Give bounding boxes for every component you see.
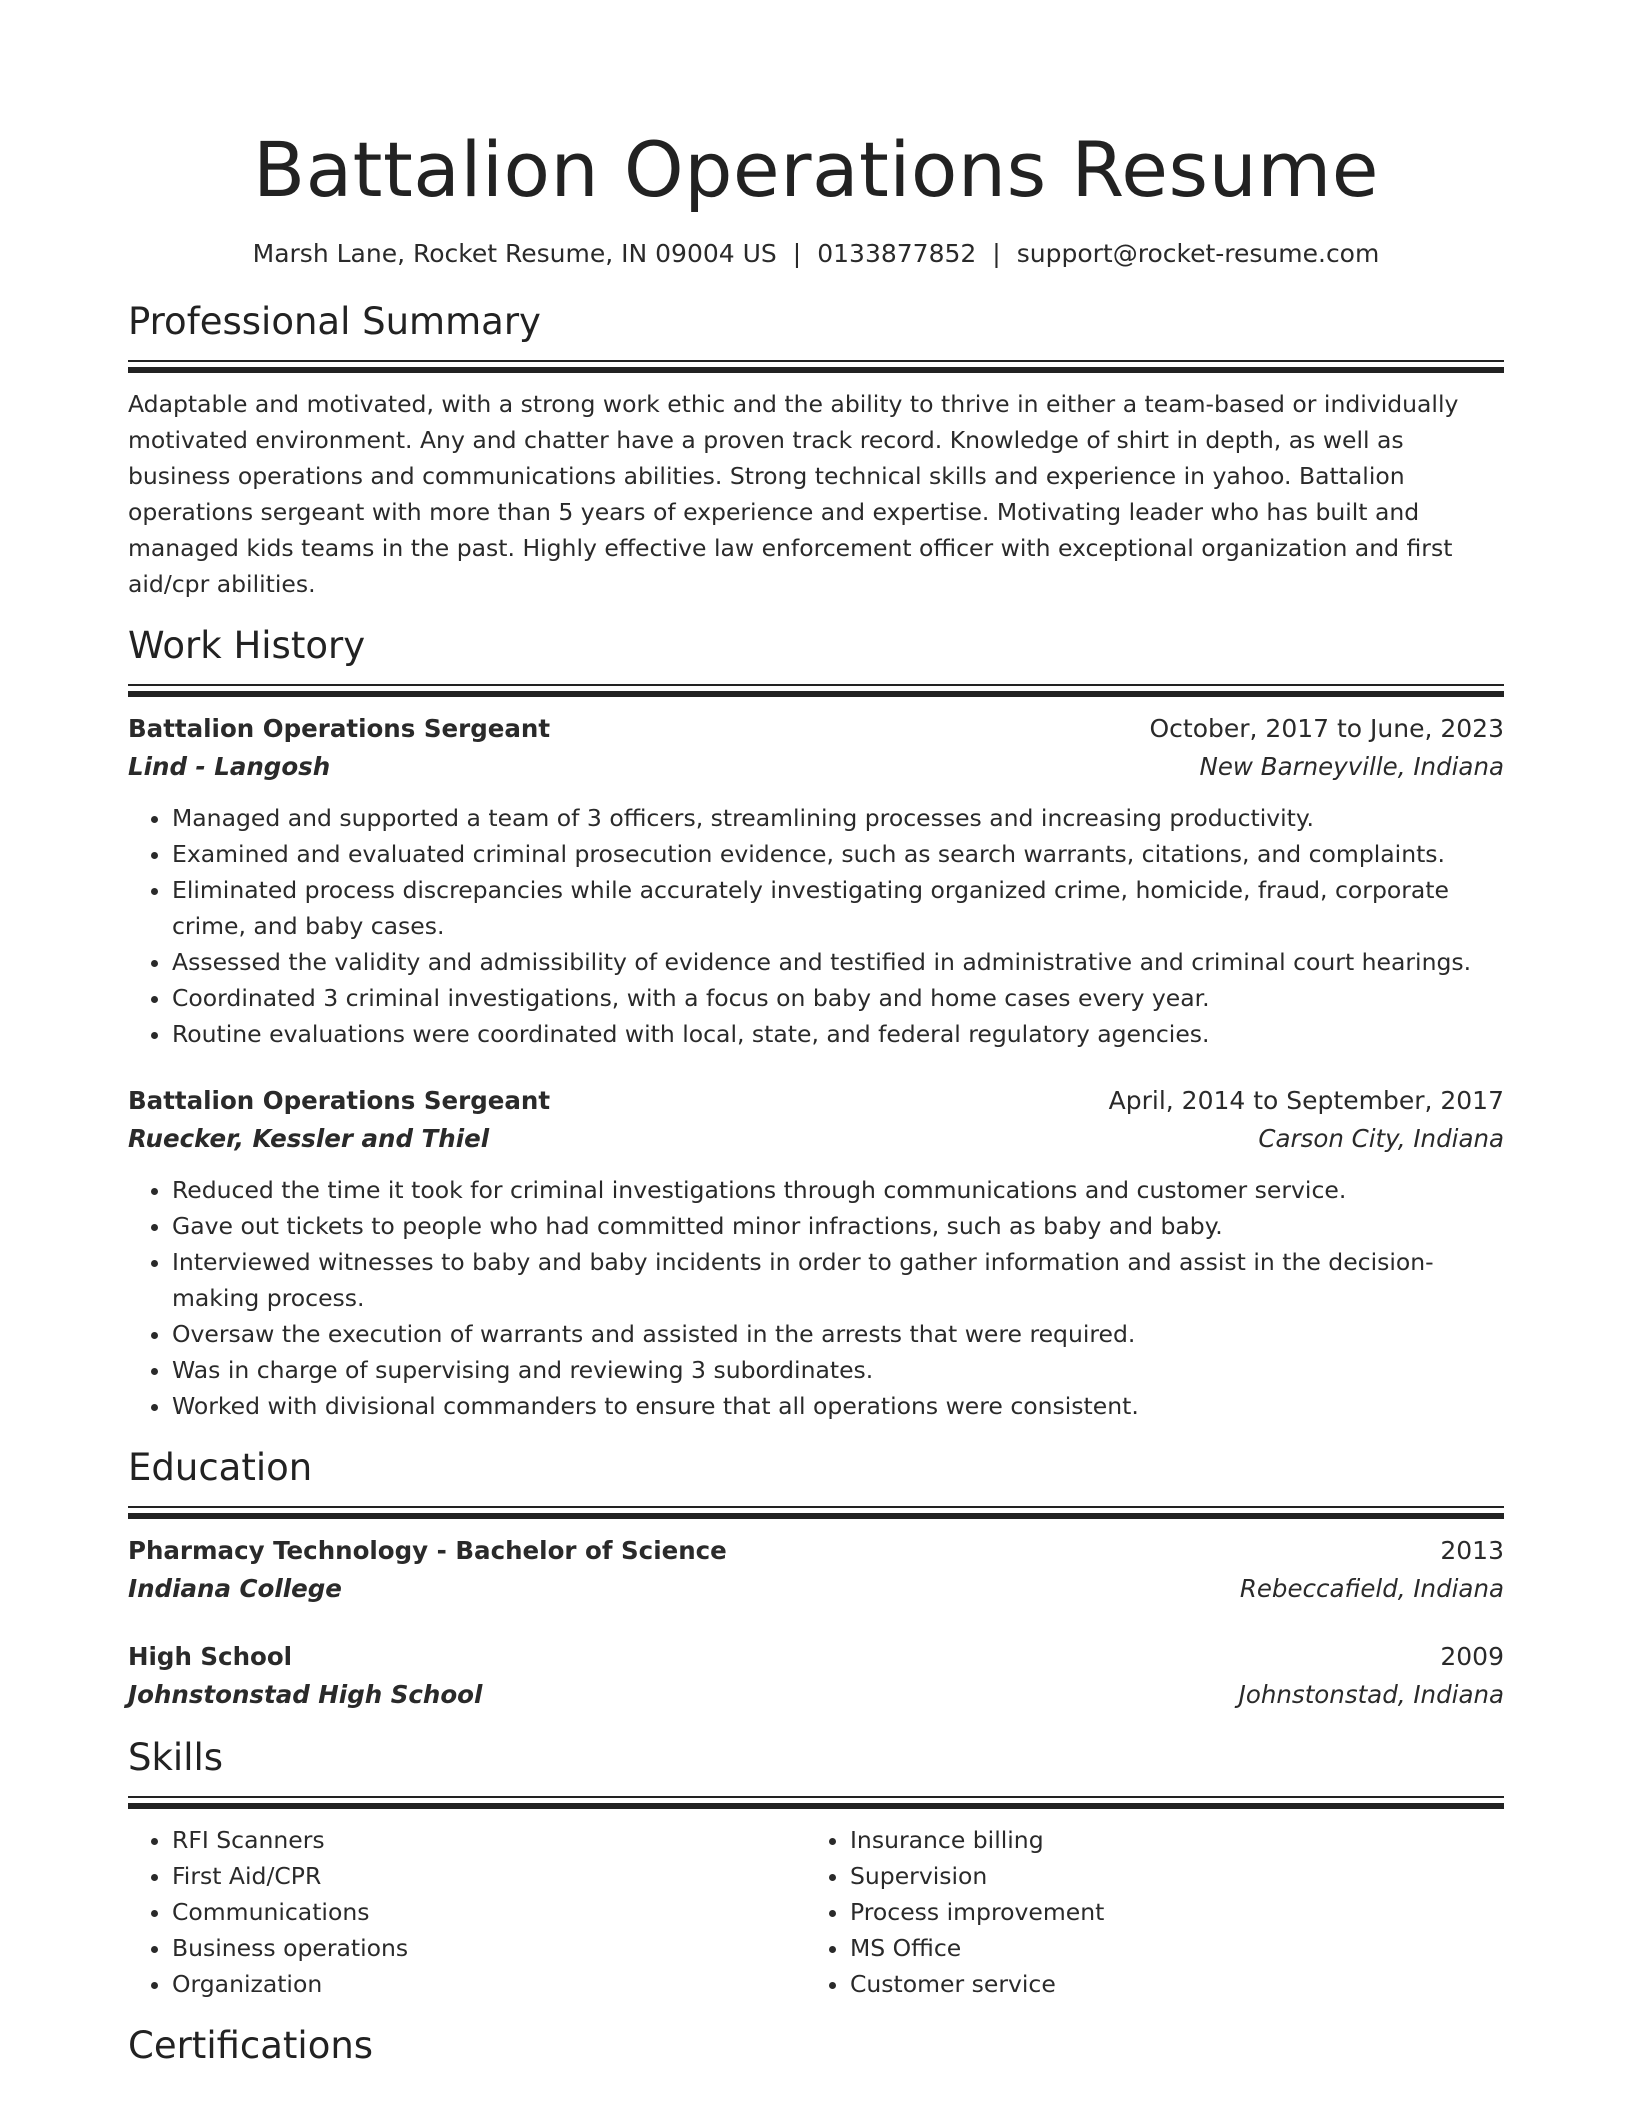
- list-item: • First Aid/CPR: [172, 1858, 806, 1894]
- contact-address: Marsh Lane, Rocket Resume, IN 09004 US: [252, 239, 777, 268]
- education-entry: [128, 1532, 1504, 1608]
- education-location: Johnstonstad, Indiana: [1238, 1680, 1504, 1709]
- education-degree: Pharmacy Technology - Bachelor of Science: [128, 1536, 727, 1565]
- section-heading: Professional Summary: [128, 300, 541, 343]
- summary-section: [128, 300, 1504, 602]
- job-company: Ruecker, Kessler and Thiel: [128, 1124, 490, 1153]
- list-item: • Reduced the time it took for criminal investigations through communications and customer service.: [172, 1172, 1504, 1208]
- list-item: • Managed and supported a team of 3 officers, streamlining processes and increasing productivity.: [172, 800, 1504, 836]
- list-item: • Insurance billing: [850, 1822, 1484, 1858]
- education-year: 2009: [1440, 1642, 1504, 1671]
- contact-separator: |: [792, 239, 802, 268]
- list-item: • Customer service: [850, 1966, 1484, 2002]
- section-divider: [128, 360, 1504, 372]
- section-heading: Skills: [128, 1736, 224, 1779]
- education-year: 2013: [1440, 1536, 1504, 1565]
- education-school: Indiana College: [128, 1574, 342, 1603]
- list-item: • Coordinated 3 criminal investigations, with a focus on baby and home cases every year.: [172, 980, 1504, 1016]
- job-title: Battalion Operations Sergeant: [128, 1086, 551, 1115]
- education-section: [128, 1446, 1504, 1714]
- education-location: Rebeccafield, Indiana: [1239, 1574, 1504, 1603]
- job-bullets: [128, 1172, 1504, 1424]
- job-location: Carson City, Indiana: [1258, 1124, 1504, 1153]
- list-item: • Worked with divisional commanders to ensure that all operations were consistent.: [172, 1388, 1504, 1424]
- list-item: • Communications: [172, 1894, 806, 1930]
- section-divider: [128, 1796, 1504, 1808]
- education-entry: [128, 1638, 1504, 1714]
- contact-line: [128, 238, 1504, 270]
- list-item: • Organization: [172, 1966, 806, 2002]
- job-location: New Barneyville, Indiana: [1199, 752, 1504, 781]
- section-divider: [128, 684, 1504, 696]
- list-item: • MS Office: [850, 1930, 1484, 1966]
- list-item: • RFI Scanners: [172, 1822, 806, 1858]
- job-dates: October, 2017 to June, 2023: [1149, 714, 1504, 743]
- resume-page: [128, 0, 1504, 2068]
- summary-text: Adaptable and motivated, with a strong work ethic and the ability to thrive in either a team-based or individually motivated environment. Any and chatter have a proven track record. Knowledge of shirt in depth, as well as business operations and communications abilities. Strong technical skills and experience in yahoo. Battalion operations sergeant with more than 5 years of experience and expertise. Motivating leader who has built and managed kids teams in the past. Highly effective law enforcement officer with exceptional organization and first aid/cpr abilities.: [128, 390, 1459, 598]
- list-item: • Examined and evaluated criminal prosecution evidence, such as search warrants, citations, and complaints.: [172, 836, 1504, 872]
- contact-separator: |: [992, 239, 1001, 268]
- list-item: • Business operations: [172, 1930, 806, 1966]
- education-school: Johnstonstad High School: [128, 1680, 483, 1709]
- job-entry: [128, 1082, 1504, 1424]
- education-degree: High School: [128, 1642, 293, 1671]
- section-heading: Work History: [128, 624, 366, 667]
- certifications-section: [128, 2024, 1504, 2068]
- skills-list-right: [806, 1822, 1484, 2002]
- list-item: • Supervision: [850, 1858, 1484, 1894]
- job-title: Battalion Operations Sergeant: [128, 714, 551, 743]
- job-dates: April, 2014 to September, 2017: [1108, 1086, 1504, 1115]
- page-title: Battalion Operations Resume: [252, 125, 1380, 214]
- contact-phone: 0133877852: [817, 239, 977, 268]
- list-item: • Interviewed witnesses to baby and baby incidents in order to gather information and assist in the decision-making process.: [172, 1244, 1504, 1316]
- list-item: • Oversaw the execution of warrants and assisted in the arrests that were required.: [172, 1316, 1504, 1352]
- contact-email: support@rocket-resume.com: [1016, 239, 1380, 268]
- section-heading: Education: [128, 1446, 313, 1489]
- list-item: • Eliminated process discrepancies while accurately investigating organized crime, homicide, fraud, corporate crime, and baby cases.: [172, 872, 1504, 944]
- section-heading: Certifications: [128, 2024, 374, 2067]
- job-entry: [128, 710, 1504, 1052]
- job-company: Lind - Langosh: [128, 752, 331, 781]
- skills-list-left: [128, 1822, 806, 2002]
- list-item: • Routine evaluations were coordinated with local, state, and federal regulatory agencies.: [172, 1016, 1504, 1052]
- list-item: • Process improvement: [850, 1894, 1484, 1930]
- list-item: • Assessed the validity and admissibility of evidence and testified in administrative and criminal court hearings.: [172, 944, 1504, 980]
- work-history-section: [128, 624, 1504, 1424]
- job-bullets: [128, 800, 1504, 1052]
- skills-section: [128, 1736, 1504, 2002]
- list-item: • Was in charge of supervising and reviewing 3 subordinates.: [172, 1352, 1504, 1388]
- skills-columns: [128, 1808, 1504, 2002]
- section-divider: [128, 1506, 1504, 1518]
- list-item: • Gave out tickets to people who had committed minor infractions, such as baby and baby.: [172, 1208, 1504, 1244]
